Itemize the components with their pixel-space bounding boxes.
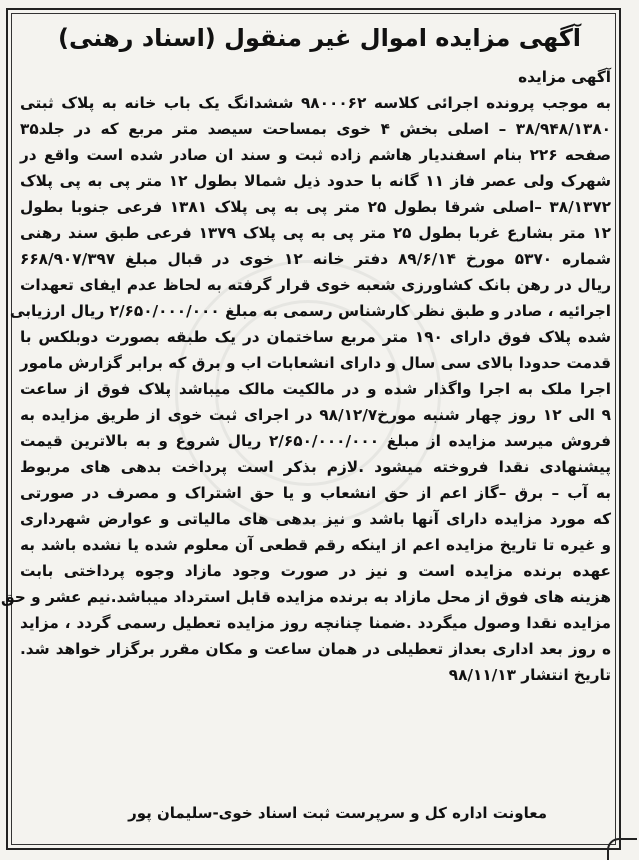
body-line: قدمت حدودا بالای سی سال و دارای انشعابات اب و برق که برابر گزارش مامور	[19, 354, 611, 372]
body-line: به آب – برق –گاز اعم از حق انشعاب و یا حق اشتراک و مصرف در صورتی	[20, 484, 611, 502]
notice-body	[0, 64, 612, 688]
body-line: ۳۸/۱۳۷۲ –اصلی شرقا بطول ۲۵ متر پی به پی پلاک ۱۳۸۱ فرعی جنوبا بطول	[20, 198, 611, 216]
body-line: اجرا ملک به اجرا واگذار شده و در مالکیت مالک میباشد پلاک فوق از ساعت	[20, 380, 611, 398]
body-line: ۳۸/۹۴۸/۱۳۸۰ – اصلی بخش ۴ خوی بمساحت سیصد متر مربع که در جلد۳۵	[20, 120, 611, 138]
body-line: آگهی مزایده	[518, 68, 611, 86]
body-line: عهده برنده مزایده است و نیز در صورت وجود مازاد وجوه پرداختی بابت	[20, 562, 611, 580]
body-line: صفحه ۲۲۶ بنام اسفندیار هاشم زاده ثبت و سند ان صادر شده است واقع در	[20, 146, 611, 164]
body-line: پیشنهادی نقدا فروخته میشود .لازم بذکر است پرداخت بدهی های مربوط	[20, 458, 611, 476]
body-line: ریال در رهن بانک کشاورزی شعبه خوی قرار گرفته به لحاظ عدم ایفای تعهدات	[20, 276, 611, 294]
body-line: اجرائیه ، صادر و طبق نظر کارشناس رسمی به مبلغ ۲/۶۵۰/۰۰۰/۰۰۰ ریال ارزیابی	[9, 302, 611, 320]
body-line: و غیره تا تاریخ مزایده اعم از اینکه رقم قطعی آن معلوم شده یا نشده باشد به	[20, 536, 611, 554]
publication-date: تاریخ انتشار ۹۸/۱۱/۱۳	[448, 666, 611, 684]
body-line: مزایده نقدا وصول میگردد .ضمنا چنانچه روز مزایده تعطیل رسمی گردد ، مزاید	[20, 614, 611, 632]
body-line: شهرک ولی عصر فاز ۱۱ گانه با حدود ذیل شمالا بطول ۱۲ متر پی به پی پلاک	[20, 172, 611, 190]
body-line: ه روز بعد اداری بعداز تعطیلی در همان ساعت و مکان مقرر برگزار خواهد شد.	[20, 640, 611, 658]
body-line: ۱۲ متر بشارع غربا بطول ۲۵ متر پی به پی پلاک ۱۳۷۹ فرعی طبق سند رهنی	[20, 224, 611, 242]
body-line: که مورد مزایده دارای آنها باشد و نیز بدهی های مالیاتی و عوارض شهرداری	[20, 510, 611, 528]
corner-scribble-mark	[607, 838, 637, 860]
body-line: شماره ۵۳۷۰ مورخ ۸۹/۶/۱۴ دفتر خانه ۱۲ خوی در قبال مبلغ ۶۶۸/۹۰۷/۳۹۷	[20, 250, 611, 268]
body-line: فروش میرسد مزایده از مبلغ ۲/۶۵۰/۰۰۰/۰۰۰ ریال شروع و به بالاترین قیمت	[20, 432, 611, 450]
signature-line: معاونت اداره کل و سرپرست ثبت اسناد خوی-سلیمان پور	[128, 804, 547, 822]
body-line: ۹ الی ۱۲ روز چهار شنبه مورخ۹۸/۱۲/۷ در اجرای ثبت خوی از طریق مزایده به	[20, 406, 611, 424]
body-line: به موجب پرونده اجرائی کلاسه ۹۸۰۰۰۶۲ ششدانگ یک باب خانه به پلاک ثبتی	[20, 94, 611, 112]
body-line: هزینه های فوق از محل مازاد به برنده مزایده قابل استرداد میباشد.نیم عشر و حق	[0, 588, 611, 606]
body-line: شده پلاک فوق دارای ۱۹۰ متر مربع ساختمان در یک طبقه بصورت دوبلکس با	[20, 328, 612, 346]
notice-title: آگهی مزایده اموال غیر منقول (اسناد رهنی)	[57, 24, 582, 52]
